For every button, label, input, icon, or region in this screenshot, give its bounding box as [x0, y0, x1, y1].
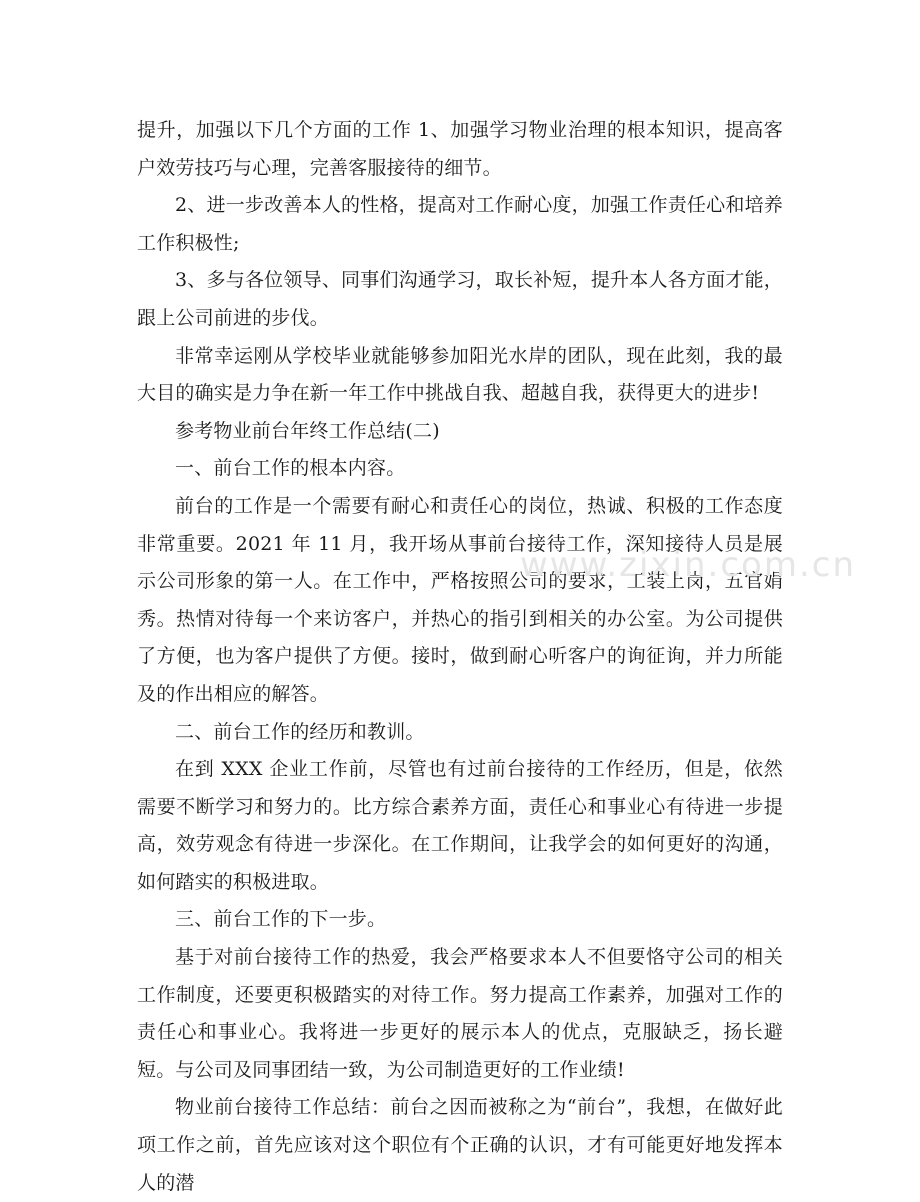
- paragraph-summary: 物业前台接待工作总结：前台之因而被称之为“前台”，我想，在做好此项工作之前，首先应该对这个职位有个正确的认识，才有可能更好地发挥本人的潜: [137, 1096, 783, 1194]
- paragraph-basic-content: 前台的工作是一个需要有耐心和责任心的岗位，热诚、积极的工作态度非常重要。2021 年 11 月，我开场从事前台接待工作，深知接待人员是展示公司形象的第一人。在工作中，严格按照公司的要求，工装上岗，五官娟秀。热情对待每一个来访客户，并热心的指引到相关的办公室。为公司提供了方便，也为客户提供了方便。接时，做到耐心听客户的询征询，并力所能及的作出相应的解答。: [137, 494, 783, 705]
- heading-basic-content: 一、前台工作的根本内容。: [175, 457, 406, 480]
- paragraph-experience: 在到 XXX 企业工作前，尽管也有过前台接待的工作经历，但是，依然需要不断学习和努力的。比方综合素养方面，责任心和事业心有待进一步提高，效劳观念有待进一步深化。在工作期间，让我学会的如何更好的沟通，如何踏实的积极进取。: [137, 758, 783, 893]
- paragraph-4: 非常幸运刚从学校毕业就能够参加阳光水岸的团队，现在此刻，我的最大目的确实是力争在新一年工作中挑战自我、超越自我，获得更大的进步!: [137, 344, 783, 405]
- paragraph-1: 提升，加强以下几个方面的工作 1、加强学习物业治理的根本知识，提高客户效劳技巧与心理，完善客服接待的细节。: [137, 119, 783, 179]
- paragraph-next-step: 基于对前台接待工作的热爱，我会严格要求本人不但要恪守公司的相关工作制度，还要更积极踏实的对待工作。努力提高工作素养，加强对工作的责任心和事业心。我将进一步更好的展示本人的优点，克服缺乏，扬长避短。与公司及同事团结一致，为公司制造更好的工作业绩!: [137, 946, 783, 1081]
- heading-next-step: 三、前台工作的下一步。: [175, 908, 387, 931]
- heading-experience: 二、前台工作的经历和教训。: [175, 720, 425, 743]
- paragraph-3: 3、多与各位领导、同事们沟通学习，取长补短，提升本人各方面才能，跟上公司前进的步伐。: [137, 269, 783, 329]
- document-body: [137, 112, 783, 1202]
- section-title: 参考物业前台年终工作总结(二): [175, 419, 440, 442]
- paragraph-2: 2、进一步改善本人的性格，提高对工作耐心度，加强工作责任心和培养工作积极性;: [137, 194, 783, 254]
- watermark-text: www.zixin.com.cn: [520, 545, 856, 585]
